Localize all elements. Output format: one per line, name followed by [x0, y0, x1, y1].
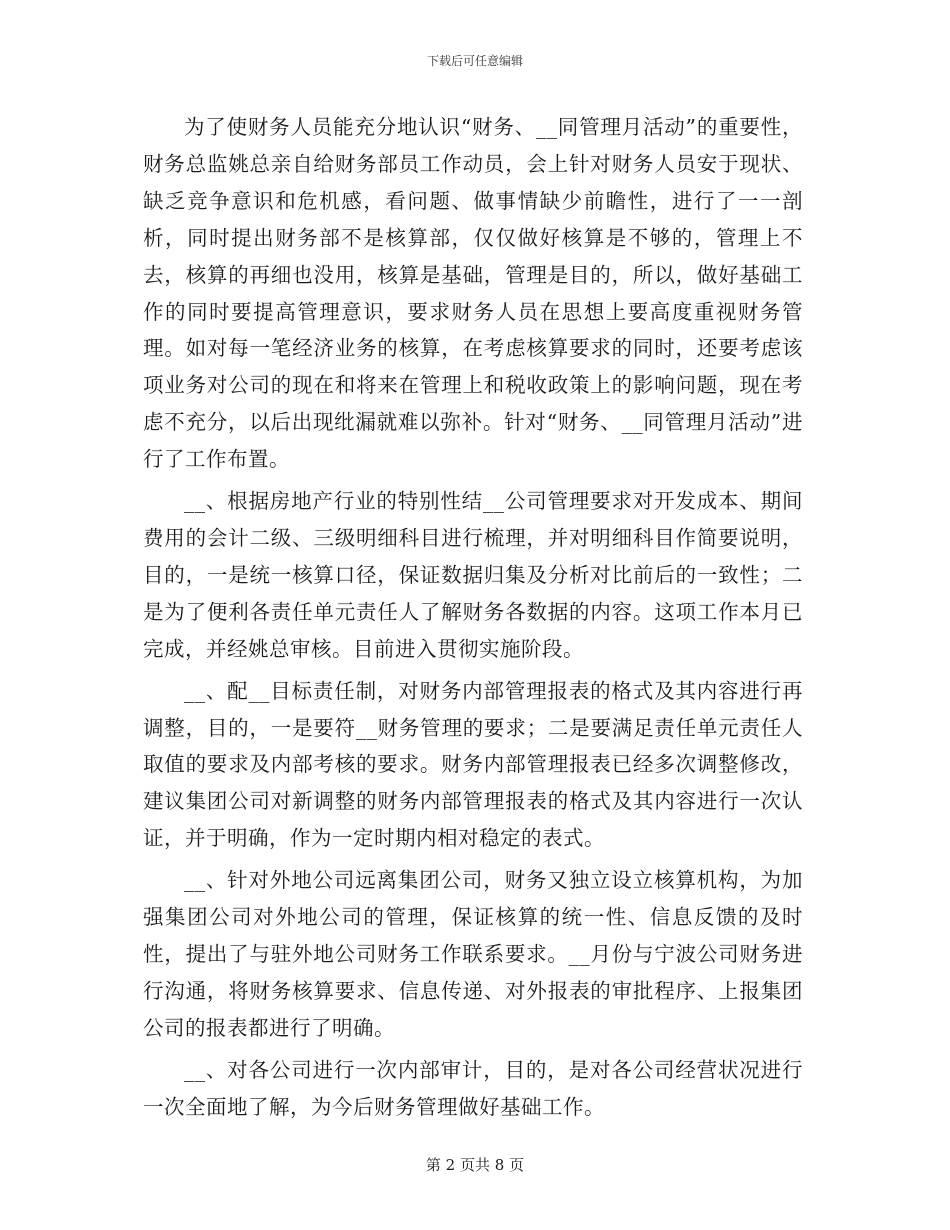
paragraph-4: __、针对外地公司远离集团公司，财务又独立设立核算机构，为加强集团公司对外地公司的管理，保证核算的统一性、信息反馈的及时性，提出了与驻外地公司财务工作联系要求。__月份与宁波公司财务进行沟通，将财务核算要求、信息传递、对外报表的审批程序、上报集团公司的报表都进行了明确。: [143, 868, 803, 1040]
document-body: [143, 109, 803, 1130]
page-number-footer: 第 2 页共 8 页: [425, 1156, 525, 1174]
paragraph-1: 为了使财务人员能充分地认识“财务、__同管理月活动”的重要性，财务总监姚总亲自给财务部员工作动员，会上针对财务人员安于现状、缺乏竞争意识和危机感，看问题、做事情缺少前瞻性，进行了一一剖析，同时提出财务部不是核算部，仅仅做好核算是不够的，管理上不去，核算的再细也没用，核算是基础，管理是目的，所以，做好基础工作的同时要提高管理意识，要求财务人员在思想上要高度重视财务管理。如对每一笔经济业务的核算，在考虑核算要求的同时，还要考虑该项业务对公司的现在和将来在管理上和税收政策上的影响问题，现在考虑不充分，以后出现纰漏就难以弥补。针对“财务、__同管理月活动”进行了工作布置。: [143, 115, 803, 472]
paragraph-2: __、根据房地产行业的特别性结__公司管理要求对开发成本、期间费用的会计二级、三级明细科目进行梳理，并对明细科目作简要说明，目的，一是统一核算口径，保证数据归集及分析对比前后的一致性；二是为了便利各责任单元责任人了解财务各数据的内容。这项工作本月已完成，并经姚总审核。目前进入贯彻实施阶段。: [143, 489, 803, 661]
paragraph-5: __、对各公司进行一次内部审计，目的，是对各公司经营状况进行一次全面地了解，为今后财务管理做好基础工作。: [143, 1057, 803, 1119]
page-header: 下载后可任意编辑: [426, 54, 523, 68]
paragraph-3: __、配__目标责任制，对财务内部管理报表的格式及其内容进行再调整，目的，一是要符__财务管理的要求；二是要满足责任单元责任人取值的要求及内部考核的要求。财务内部管理报表已经多次调整修改，建议集团公司对新调整的财务内部管理报表的格式及其内容进行一次认证，并于明确，作为一定时期内相对稳定的表式。: [143, 678, 803, 851]
